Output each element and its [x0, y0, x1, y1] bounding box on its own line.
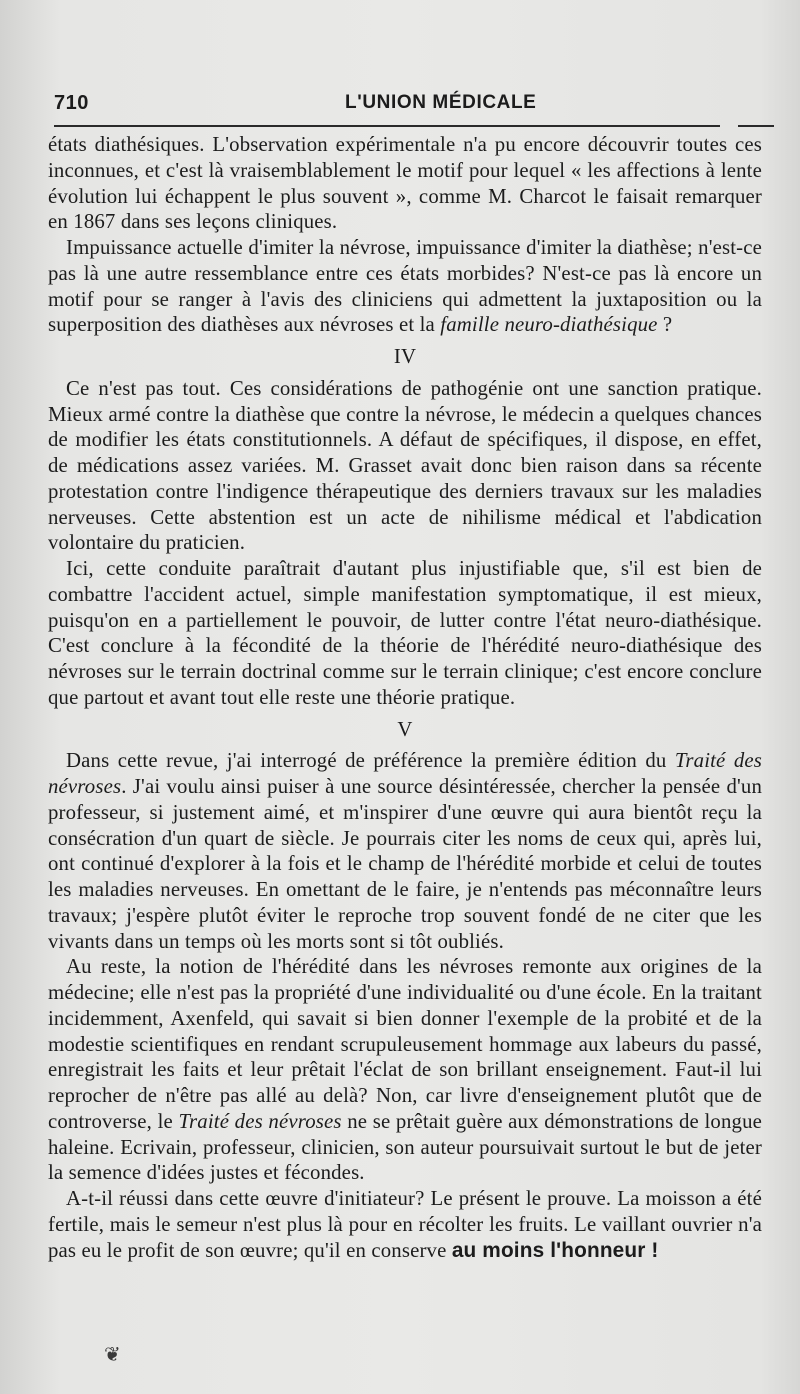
running-head [48, 84, 762, 112]
body-text [48, 132, 762, 1263]
header-rule-short [738, 125, 774, 127]
paragraph-3-text: Ce n'est pas tout. Ces considérations de pathogénie ont une sanction pratique. Mieux armé contre la diathèse que contre la névrose, le médecin a quelques chances de modifier les états constitutionnels. A défaut de spécifiques, il dispose, en effet, de médications assez variées. M. Grasset avait donc bien raison dans sa récente protestation contre l'indigence thérapeutique des derniers travaux sur les maladies nerveuses. Cette abstention est un acte de nihilisme médical et l'abdication volontaire du praticien. [48, 376, 762, 555]
paragraph-6-end: ne se prêtait guère aux démonstrations de longue haleine. Ecrivain, professeur, clinicien, son auteur poursuivait surtout le but de jeter la semence d'idées justes et fécondes. [48, 1109, 763, 1185]
paragraph-2-end: ? [657, 313, 673, 337]
header-rule [54, 125, 720, 127]
paragraph-7 [48, 1186, 762, 1263]
paragraph-7-closing: au moins l'honneur ! [451, 1238, 659, 1262]
paragraph-5-italic: Traité des névroses [48, 749, 762, 798]
paragraph-5-end: . J'ai voulu ainsi puiser à une source désintéressée, chercher la pensée d'un professeur, si justement aimé, et m'inspirer d'une œuvre qui aura bientôt reçu la consécration d'un quart de siècle. Je pourrais citer les noms de ceux qui, après lui, ont continué d'explorer à la fois et le champ de l'hérédité morbide et celui de toutes les maladies nerveuses. En omettant de le faire, je n'entends pas méconnaître leurs travaux; j'espère plutôt éviter le reproche trop souvent fondé de ne citer que les vivants dans un temps où les morts sont si tôt oubliés. [48, 775, 762, 953]
section-heading-iv: IV [393, 345, 417, 368]
paragraph-1-text: états diathésiques. L'observation expérimentale n'a pu encore découvrir toutes ces inconnues, et c'est là vraisemblablement le motif pour lequel « les affections à lente évolution lui échappent le plus souvent », comme M. Charcot le faisait remarquer en 1867 dans ses leçons cliniques. [48, 133, 762, 234]
paragraph-2-text: Impuissance actuelle d'imiter la névrose, impuissance d'imiter la diathèse; n'est-ce pas là une autre ressemblance entre ces états morbides? N'est-ce pas là encore un motif pour se ranger à l'avis des cliniciens qui admettent la juxtaposition ou la superposition des diathèses aux névroses et la [48, 236, 762, 337]
paragraph-1 [48, 132, 762, 235]
paragraph-4-text: Ici, cette conduite paraîtrait d'autant plus injustifiable que, s'il est bien de combattre l'accident actuel, simple manifestation symptomatique, il est mieux, puisqu'on en a partiellement le pouvoir, de lutter contre l'état neuro-diathésique. C'est conclure à la fécondité de la théorie de l'hérédité neuro-diathésique des névroses sur le terrain doctrinal comme sur le terrain clinique; c'est encore conclure que partout et avant tout elle reste une théorie pratique. [48, 557, 762, 709]
paragraph-6-italic: Traité des névroses [178, 1109, 342, 1133]
paragraph-3 [48, 376, 762, 556]
paragraph-5-text: Dans cette revue, j'ai interrogé de préférence la première édition du [66, 749, 675, 773]
ornament-icon: ❦ [104, 1342, 121, 1366]
paragraph-2 [48, 235, 762, 338]
paragraph-5 [48, 748, 762, 954]
paragraph-2-italic: famille neuro-diathésique [440, 313, 658, 337]
paragraph-7-text: A-t-il réussi dans cette œuvre d'initiateur? Le présent le prouve. La moisson a été fertile, mais le semeur n'est plus là pour en récolter les fruits. Le vaillant ouvrier n'a pas eu le profit de son œuvre; qu'il en conserve [48, 1187, 762, 1262]
paragraph-6-text: Au reste, la notion de l'hérédité dans les névroses remonte aux origines de la médecine; elle n'est pas la propriété d'une individualité ou d'une école. En la traitant incidemment, Axenfeld, qui savait si bien donner l'exemple de la probité et de la modestie scientifiques en rendant scrupuleusement hommage aux labeurs du passé, enregistrait les faits et leur prêtait l'éclat de son brillant enseignement. Faut-il lui reprocher de n'être pas allé au delà? Non, car livre d'enseignement plutôt que de controverse, le [48, 955, 762, 1133]
paragraph-4 [48, 556, 762, 711]
section-heading-v: V [397, 717, 413, 741]
paragraph-6 [48, 954, 762, 1186]
page-number: 710 [54, 92, 89, 114]
journal-title: L'UNION MÉDICALE [345, 92, 537, 113]
